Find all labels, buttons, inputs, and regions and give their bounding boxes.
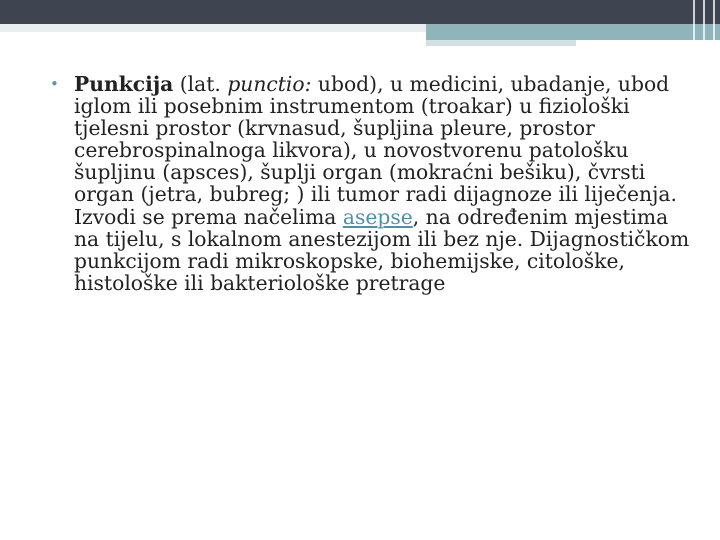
bullet-paragraph — [74, 73, 692, 294]
header-corner-decoration — [690, 0, 720, 46]
text-segment: (lat. — [173, 72, 228, 96]
text-segment: ubod), u medicini, ubadanje, ubod iglom ili posebnim instrumentom (troakar) u fiziološki tjelesni prostor (krvnasud, šupljina pleure, prostor cerebrospinalnoga likvora), u novostvorenu patološku šupljinu (apsces), šuplji organ (mokraćni bešiku), čvrsti organ (jetra, bubreg; ) ili tumor radi dijagnoze ili liječenja. Izvodi se prema načelima — [74, 72, 677, 229]
slide-header-accent-shadow — [426, 40, 576, 46]
slide-header-bar — [0, 0, 720, 24]
slide-header-accent — [426, 24, 720, 40]
text-segment: , na određenim mjestima na tijelu, s lokalnom anestezijom ili bez nje. Dijagnostičkom punkcijom radi mikroskopske, biohemijske, citološke, histološke ili bakteriološke pretrage — [74, 204, 690, 295]
latin-term: punctio: — [227, 72, 312, 96]
slide-body — [52, 73, 692, 294]
bullet-icon: • — [50, 75, 59, 93]
term-bold: Punkcija — [74, 72, 174, 96]
asepse-link[interactable]: asepse — [342, 204, 413, 229]
